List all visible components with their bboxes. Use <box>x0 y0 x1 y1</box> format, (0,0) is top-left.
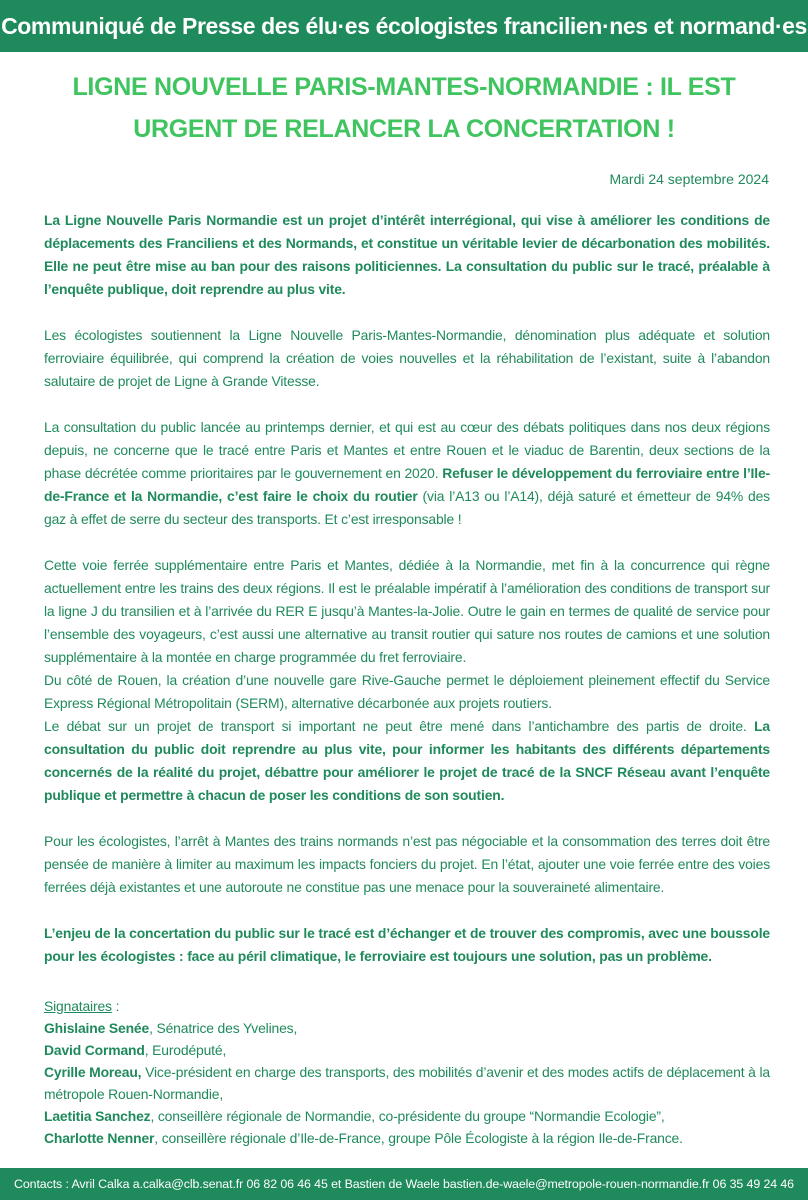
signatories-heading-colon: : <box>111 998 120 1014</box>
signatory-name: Laetitia Sanchez <box>44 1108 151 1124</box>
signatories-heading-line <box>44 995 770 1017</box>
contacts-footer <box>0 1168 808 1200</box>
release-date: Mardi 24 septembre 2024 <box>609 171 769 187</box>
signatories-heading: Signataires <box>44 998 112 1014</box>
contacts-text: Contacts : Avril Calka a.calka@clb.senat.fr 06 82 06 46 45 et Bastien de Waele bastien.de-waele@metropole-rouen-normandie.fr 06 35 49 24 46 <box>14 1177 794 1191</box>
signatory-name: David Cormand <box>44 1042 145 1058</box>
signatory-role: , conseillère régionale de Normandie, co-présidente du groupe “Normandie Ecologie”, <box>150 1108 665 1124</box>
signatory-item <box>44 1039 770 1061</box>
title-line-2: URGENT DE RELANCER LA CONCERTATION ! <box>133 115 675 143</box>
signatory-role: Vice-président en charge des transports, des mobilités d’avenir et des modes actifs de déplacement à la métropole Rouen-Normandie, <box>44 1064 770 1102</box>
signatory-item <box>44 1017 770 1039</box>
signatory-item <box>44 1061 770 1105</box>
signatory-role: , Eurodéputé, <box>144 1042 227 1058</box>
article-body <box>44 209 770 991</box>
paragraph-debate <box>44 715 770 807</box>
paragraph-consultation <box>44 416 770 531</box>
signatory-name: Charlotte Nenner <box>44 1130 155 1146</box>
signatory-name: Ghislaine Senée <box>44 1020 150 1036</box>
signatory-name: Cyrille Moreau, <box>44 1064 142 1080</box>
paragraph-rail-line: Cette voie ferrée supplémentaire entre Paris et Mantes, dédiée à la Normandie, met fin à la concurrence qui règne actuellement entre les trains des deux régions. Il est le préalable impératif à l’amélioration des conditions de transport sur la ligne J du transilien et à l’arrivée du RER E jusqu’à Mantes-la-Jolie. Outre le gain en termes de qualité de service pour l’ensemble des voyageurs, c’est aussi une alternative au transit routier qui sature nos routes de camions et une solution supplémentaire à la montée en charge programmée du fret ferroviaire. <box>44 557 770 665</box>
banner-text: Communiqué de Presse des élu·es écologistes francilien·nes et normand·es <box>1 12 807 39</box>
title-line-1: LIGNE NOUVELLE PARIS-MANTES-NORMANDIE : IL EST <box>72 73 736 101</box>
press-release-banner <box>0 0 808 52</box>
paragraph-rouen: Du côté de Rouen, la création d’une nouvelle gare Rive-Gauche permet le déploiement pleinement effectif du Service Express Régional Métropolitain (SERM), alternative décarbonée aux projets routiers. <box>44 672 770 711</box>
paragraph-consultation-end: (via l’A13 ou l’A14), déjà saturé et émetteur de 94% des gaz à effet de serre du secteur des transports. Et c’est irresponsable ! <box>44 488 770 527</box>
page-title <box>40 66 768 150</box>
signatory-item <box>44 1127 770 1149</box>
paragraph-debate-emphasis: La consultation du public doit reprendre au plus vite, pour informer les habitants des différents départements concernés de la réalité du projet, débattre pour améliorer le projet de tracé de la SNCF Réseau avant l’enquête publique et permettre à chacun de poser les conditions de son soutien. <box>44 718 770 803</box>
closing-paragraph: L’enjeu de la concertation du public sur le tracé est d’échanger et de trouver des compromis, avec une boussole pour les écologistes : face au péril climatique, le ferroviaire est toujours une solution, pas un problème. <box>44 925 770 964</box>
signatories-block <box>44 995 770 1149</box>
paragraph-consultation-emphasis: Refuser le développement du ferroviaire entre l’Ile-de-France et la Normandie, c’est faire le choix du routier <box>44 465 770 504</box>
signatory-item <box>44 1105 770 1127</box>
paragraph-consultation-text: La consultation du public lancée au printemps dernier, et qui est au cœur des débats politiques dans nos deux régions depuis, ne concerne que le tracé entre Paris et Mantes et entre Rouen et le viaduc de Barentin, deux sections de la phase décrétée comme prioritaires par le gouvernement en 2020. <box>44 419 770 481</box>
paragraph-mantes-stop: Pour les écologistes, l’arrêt à Mantes des trains normands n’est pas négociable et la consommation des terres doit être pensée de manière à limiter au maximum les impacts fonciers du projet. En l’état, ajouter une voie ferrée entre des voies ferrées déjà existantes et une autoroute ne constitue pas une menace pour la souveraineté alimentaire. <box>44 833 770 895</box>
lead-paragraph: La Ligne Nouvelle Paris Normandie est un projet d’intérêt interrégional, qui vise à améliorer les conditions de déplacements des Franciliens et des Normands, et constitue un véritable levier de décarbonation des mobilités. Elle ne peut être mise au ban pour des raisons politiciennes. La consultation du public sur le tracé, préalable à l’enquête publique, doit reprendre au plus vite. <box>44 212 770 297</box>
paragraph-support: Les écologistes soutiennent la Ligne Nouvelle Paris-Mantes-Normandie, dénomination plus adéquate et solution ferroviaire équilibrée, qui comprend la création de voies nouvelles et la réhabilitation de l’existant, suite à l’abandon salutaire de projet de Ligne à Grande Vitesse. <box>44 327 770 389</box>
paragraph-debate-text: Le débat sur un projet de transport si important ne peut être mené dans l’antichambre des partis de droite. <box>44 718 755 734</box>
signatory-role: , conseillère régionale d’Ile-de-France, groupe Pôle Écologiste à la région Ile-de-France. <box>154 1130 683 1146</box>
signatory-role: , Sénatrice des Yvelines, <box>149 1020 298 1036</box>
